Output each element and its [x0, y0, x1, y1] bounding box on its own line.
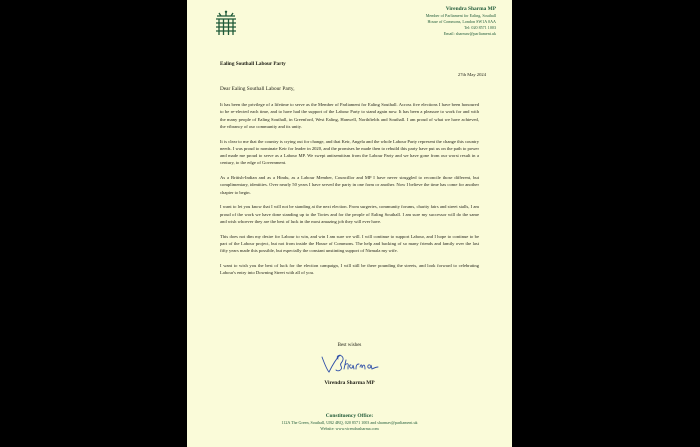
body-paragraph: As a British-Indian and as a Hindu, as a Labour Member, Councillor and MP I have never struggled to reconcile those different, but complimentary, identities. Over nearly 50 years I have served the party in one form or another. Now I believe the time has come for another chapter to begin. [220, 175, 479, 195]
body-paragraph: It is clear to me that the country is crying out for change, and that Keir, Angela and the whole Labour Party represent the change this country needs. I was proud to nominate Keir for leader in 2020, and the promises he made then to rebuild this party have put us on the path to power and made me proud to serve as a Labour MP. We swept antisemitism from the Labour Party and we have gone from our worst result in a century, to the edge of Government. [220, 138, 479, 166]
portcullis-icon [214, 10, 238, 38]
closing-line: Best wishes [337, 343, 362, 348]
letter-date: 27th May 2024 [457, 72, 486, 77]
body-paragraph: I want to wish you the best of luck for the election campaign, I will still be there pounding the streets, and look forward to celebrating Labour's entry into Downing Street with all of you. [220, 263, 479, 276]
body-paragraph: I want to let you know that I will not be standing at the next election. From surgeries, community forums, charity fairs and street stalls, I am proud of the work we have done standing up to the Tories and for the people of Ealing Southall. I am sure my successor will do the same and wish whoever they are the best of luck in the most amazing job they will ever have. [220, 204, 479, 225]
salutation: Dear Ealing Southall Labour Party, [220, 86, 295, 92]
letter-body [220, 101, 479, 284]
office-address: 112A The Green, Southall, UB2 4BQ, 020 8571 1003 and sharmav@parliament.uk [281, 420, 418, 425]
mp-email: Email: sharmav@parliament.uk [443, 30, 496, 36]
constituency-office [187, 413, 512, 431]
letter-page [187, 0, 512, 447]
recipient: Ealing Southall Labour Party [220, 61, 286, 67]
mp-tel: Tel: 020 8571 1003 [464, 24, 496, 30]
signature [318, 351, 380, 377]
mp-contact-block [426, 6, 496, 37]
body-paragraph: This does not dim my desire for Labour to win, and win I am sure we will. I will continue to support Labour, and I hope to continue to be part of the Labour project, but not from inside the House of Commons. The help and backing of so many friends and family over the last fifty years made this possible, but especially the constant unstinting support of Nirmala my wife. [220, 233, 479, 254]
body-paragraph: It has been the privilege of a lifetime to serve as the Member of Parliament for Ealing Southall. Across five elections I have been honoured to be re-elected each time, and to have had the support of the Labour Party to stand again now. It has been a pleasure to work for and with the many people of Ealing Southall, in Greenford, West Ealing, Hanwell, Northfields and Southall. I am proud of what we have achieved, the vibrancy of our community and its unity. [220, 102, 479, 129]
mp-address: House of Commons, London SW1A 0AA [427, 18, 496, 24]
signer-name: Virendra Sharma MP [324, 380, 375, 386]
office-title: Constituency Office: [325, 413, 374, 419]
mp-role: Member of Parliament for Ealing, Southall [425, 13, 496, 18]
office-website: Website: www.virendrasharma.com [320, 425, 379, 431]
mp-name: Virendra Sharma MP [445, 6, 496, 12]
